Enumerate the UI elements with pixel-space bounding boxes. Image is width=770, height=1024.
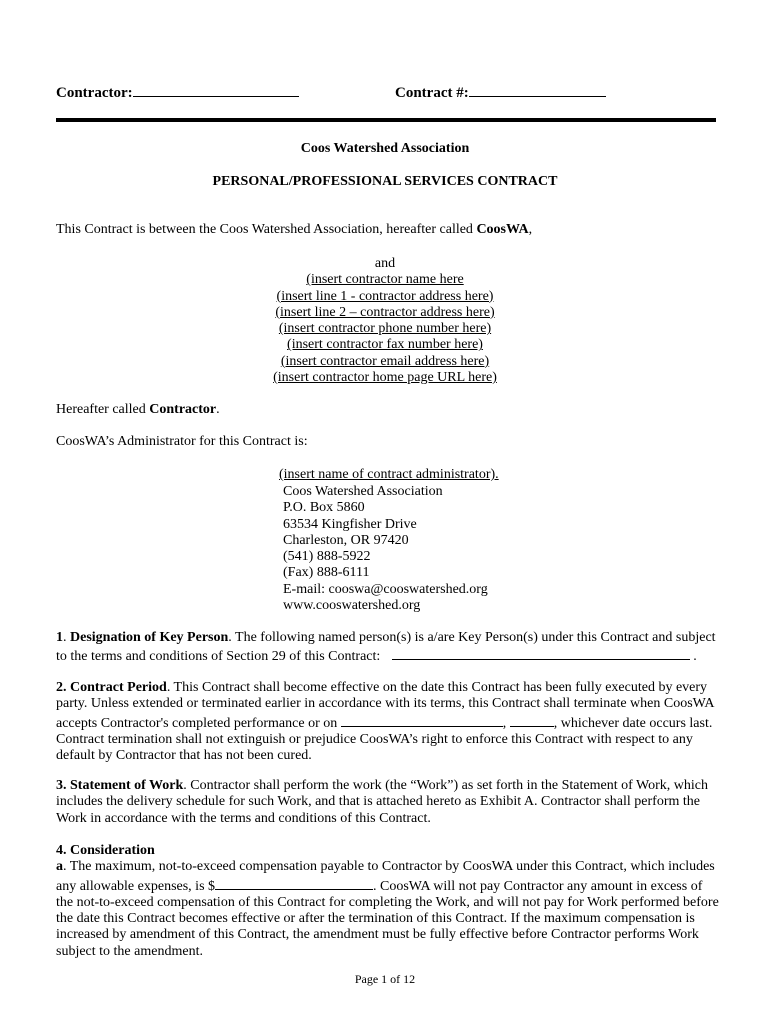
key-person-blank[interactable]	[392, 646, 690, 660]
section-1-number: 1	[56, 630, 63, 645]
intro-text: This Contract is between the Coos Watershed Association, hereafter called	[56, 222, 477, 237]
contractor-field	[56, 83, 299, 102]
admin-name-placeholder[interactable]: (insert name of contract administrator).	[279, 467, 499, 482]
section-3	[56, 778, 716, 827]
admin-email[interactable]: E-mail: cooswa@cooswatershed.org	[283, 581, 488, 597]
and-text: and	[374, 256, 396, 271]
admin-website[interactable]: www.cooswatershed.org	[283, 598, 421, 614]
section-4-line3: the not-to-exceed compensation of this Contract for completing the Work, and will not pay for Work performed before	[56, 894, 719, 910]
section-1-line2-end: .	[693, 649, 697, 665]
compensation-amount-blank[interactable]	[215, 876, 373, 890]
section-4-line2b: . CoosWA will not pay Contractor any amount in excess of	[373, 878, 703, 894]
section-2	[56, 680, 716, 764]
admin-org: Coos Watershed Association	[283, 484, 443, 499]
section-3-line1: . Contractor shall perform the work (the “Work”) as set forth in the Statement of Work, which	[183, 778, 708, 793]
section-3-line2: includes the delivery schedule for such Work, and that is attached hereto as Exhibit A. Contractor shall perform the	[56, 794, 700, 810]
document-title: PERSONAL/PROFESSIONAL SERVICES CONTRACT	[212, 174, 558, 189]
admin-address-block	[283, 484, 488, 614]
intro-cooswa: CoosWA	[476, 222, 529, 237]
section-4-line4: the date this Contract becomes effective or after the termination of this Contract. If the maximum compensation is	[56, 911, 695, 927]
section-1: 1. Designation of Key Person. The following named person(s) is a/are Key Person(s) under this Contract and subject to the terms and conditions of Section 29 of this Contract: .	[56, 630, 716, 665]
hereafter-contractor: Contractor	[149, 402, 217, 417]
section-1-line1: . The following named person(s) is a/are Key Person(s) under this Contract and subject	[228, 630, 716, 645]
contractor-blank[interactable]	[133, 83, 299, 97]
section-4-a-label: a	[56, 859, 63, 875]
end-year-blank[interactable]	[510, 713, 554, 727]
page-number: Page 1 of 12	[354, 972, 416, 986]
end-date-blank[interactable]	[341, 713, 503, 727]
section-4	[56, 843, 719, 960]
section-1-heading: Designation of Key Person	[70, 630, 229, 645]
hereafter-text: Hereafter called	[56, 402, 150, 417]
org-title: Coos Watershed Association	[300, 141, 470, 156]
section-3-line3: Work in accordance with the terms and conditions of this Contract.	[56, 810, 431, 826]
admin-intro: CoosWA’s Administrator for this Contract is:	[56, 434, 308, 449]
contractor-address-line1-placeholder[interactable]: (insert line 1 - contractor address here)	[276, 288, 494, 304]
section-4-line6: subject to the amendment.	[56, 943, 203, 959]
section-2-line1: . This Contract shall become effective on the date this Contract has been fully executed by every	[166, 680, 708, 695]
section-4-line5: increased by amendment of this Contract, the amendment must be fully effective before Contractor performs Work	[56, 927, 699, 943]
section-4-heading: 4. Consideration	[56, 843, 155, 858]
section-4-line2a: any allowable expenses, is $	[56, 878, 216, 894]
section-2-line2: party. Unless extended or terminated earlier in accordance with its terms, this Contract shall terminate when CoosWA	[56, 696, 715, 712]
contract-number-label: Contract #:	[395, 85, 469, 101]
contract-number-blank[interactable]	[469, 83, 606, 97]
hereafter-end: .	[216, 402, 220, 417]
admin-fax: (Fax) 888-6111	[283, 565, 370, 581]
intro-end: ,	[528, 222, 533, 237]
admin-po-box: P.O. Box 5860	[283, 500, 365, 516]
contract-number-field	[395, 83, 606, 102]
admin-street: 63534 Kingfisher Drive	[283, 516, 417, 532]
section-1-line2: to the terms and conditions of Section 29 of this Contract:	[56, 649, 381, 665]
contractor-phone-placeholder[interactable]: (insert contractor phone number here)	[278, 321, 492, 337]
section-2-line3c: , whichever date occurs last.	[553, 715, 713, 731]
contractor-label: Contractor:	[56, 85, 133, 101]
contractor-fax-placeholder[interactable]: (insert contractor fax number here)	[287, 337, 483, 353]
section-2-heading: 2. Contract Period	[56, 680, 167, 695]
intro-paragraph	[56, 222, 532, 238]
contractor-info-block	[0, 256, 770, 386]
admin-city: Charleston, OR 97420	[283, 532, 409, 548]
section-2-line3a: accepts Contractor's completed performance or on	[56, 715, 338, 731]
section-2-line5: default by Contractor that has not been cured.	[56, 748, 312, 764]
hereafter-paragraph	[56, 402, 220, 418]
contractor-url-placeholder[interactable]: (insert contractor home page URL here)	[273, 370, 497, 386]
section-2-line3b: ,	[502, 715, 507, 731]
contractor-address-line2-placeholder[interactable]: (insert line 2 – contractor address here)	[275, 304, 495, 320]
section-2-line4: Contract termination shall not extinguish or prejudice CoosWA’s right to enforce this Contract with respect to any	[56, 731, 693, 747]
header-rule	[56, 118, 716, 122]
contractor-name-placeholder[interactable]: (insert contractor name here	[306, 272, 464, 288]
section-3-heading: 3. Statement of Work	[56, 778, 184, 793]
admin-phone: (541) 888-5922	[283, 549, 371, 565]
section-4-line1: . The maximum, not-to-exceed compensation payable to Contractor by CoosWA under this Contract, which includes	[63, 859, 715, 875]
contractor-email-placeholder[interactable]: (insert contractor email address here)	[280, 353, 490, 369]
